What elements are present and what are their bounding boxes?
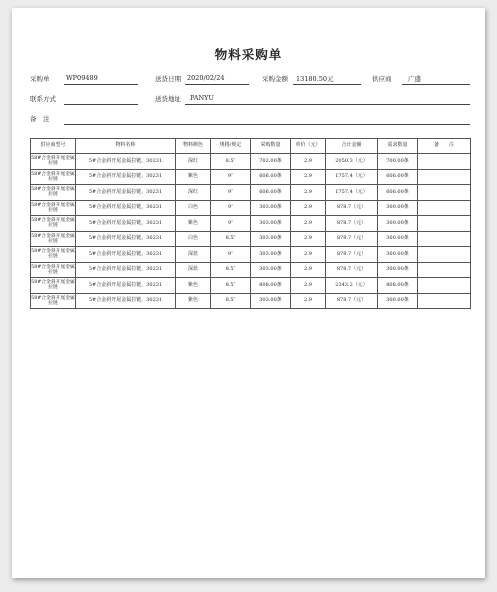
table-row [31,216,471,232]
cell-unit-price: 2.9 [291,247,326,263]
cell-unit-price: 2.9 [291,154,326,170]
cell-note [418,278,471,294]
cell-color: 紫色 [176,169,211,185]
cell-spec: 8.5″ [211,262,251,278]
order-no-value: WP09489 [66,74,98,82]
supplier-label: 供应商 [372,75,392,83]
cell-material-name: 5#合金斜开尾金属拉链，30231 [76,154,176,170]
cell-supplier-model: 58#合金斜开尾金属拉链 [31,185,76,201]
cell-supplier-model: 58#合金斜开尾金属拉链 [31,169,76,185]
cell-spec: 9″ [211,216,251,232]
amount-value: 13180.50元 [296,75,334,83]
col-header-supplier-model: 供应商型号 [31,139,76,154]
table-row [31,293,471,309]
cell-quantity: 303.00条 [251,231,291,247]
cell-quantity: 303.00条 [251,247,291,263]
address-underline [185,104,470,105]
table-header-row [31,139,471,154]
cell-total: 2050.3（元） [326,154,378,170]
cell-required-qty: 808.00条 [378,278,418,294]
cell-unit-price: 2.9 [291,262,326,278]
col-header-unit-price: 单价（元） [291,139,326,154]
cell-unit-price: 2.9 [291,293,326,309]
cell-material-name: 5#合金斜开尾金属拉链，30231 [76,231,176,247]
cell-note [418,216,471,232]
cell-color: 紫色 [176,278,211,294]
remark-underline [64,124,470,125]
cell-note [418,169,471,185]
cell-supplier-model: 58#合金斜开尾金属拉链 [31,216,76,232]
table-row [31,247,471,263]
items-table [30,138,471,309]
cell-spec: 8.5″ [211,154,251,170]
cell-quantity: 303.00条 [251,293,291,309]
cell-color: 深红 [176,154,211,170]
cell-note [418,185,471,201]
amount-label: 采购金额 [262,75,288,83]
cell-unit-price: 2.9 [291,200,326,216]
col-header-required-qty: 需求数量 [378,139,418,154]
document-page [12,8,485,578]
page-title: 物料采购单 [214,47,283,62]
col-header-material-name: 物料名称 [76,139,176,154]
amount-underline [293,84,361,85]
cell-material-name: 5#合金斜开尾金属拉链，30231 [76,200,176,216]
cell-quantity: 303.00条 [251,262,291,278]
cell-quantity: 808.00条 [251,278,291,294]
cell-required-qty: 700.00条 [378,154,418,170]
cell-note [418,231,471,247]
cell-spec: 8.5″ [211,231,251,247]
cell-required-qty: 606.00条 [378,169,418,185]
table-row [31,200,471,216]
cell-total: 878.7（元） [326,247,378,263]
cell-supplier-model: 58#合金斜开尾金属拉链 [31,278,76,294]
col-header-total: 合计金额 [326,139,378,154]
cell-supplier-model: 58#合金斜开尾金属拉链 [31,247,76,263]
cell-material-name: 5#合金斜开尾金属拉链，30231 [76,262,176,278]
cell-material-name: 5#合金斜开尾金属拉链，30231 [76,278,176,294]
cell-color: 白色 [176,231,211,247]
cell-quantity: 303.00条 [251,216,291,232]
col-header-spec: 规格/规定 [211,139,251,154]
cell-quantity: 606.00条 [251,169,291,185]
order-no-underline [64,84,138,85]
table-row [31,169,471,185]
address-value: PANYU [190,94,214,102]
cell-spec: 8.5″ [211,293,251,309]
contact-underline [64,104,138,105]
cell-total: 878.7（元） [326,216,378,232]
cell-required-qty: 300.00条 [378,231,418,247]
header-row-order [30,72,470,86]
cell-total: 878.7（元） [326,262,378,278]
cell-supplier-model: 58#合金斜开尾金属拉链 [31,154,76,170]
cell-required-qty: 300.00条 [378,293,418,309]
ship-date-label: 送货日期 [155,75,181,83]
cell-unit-price: 2.9 [291,231,326,247]
cell-spec: 9″ [211,200,251,216]
cell-required-qty: 300.00条 [378,247,418,263]
cell-spec: 9″ [211,185,251,201]
order-no-label: 采购单 [30,75,50,83]
address-label: 送货地址 [155,95,181,103]
cell-spec: 8.5″ [211,278,251,294]
cell-unit-price: 2.9 [291,185,326,201]
cell-total: 878.7（元） [326,200,378,216]
cell-unit-price: 2.9 [291,278,326,294]
cell-total: 1757.4（元） [326,185,378,201]
cell-material-name: 5#合金斜开尾金属拉链，30231 [76,185,176,201]
cell-color: 深红 [176,185,211,201]
cell-note [418,262,471,278]
cell-material-name: 5#合金斜开尾金属拉链，30231 [76,293,176,309]
cell-total: 2343.2（元） [326,278,378,294]
table-row [31,154,471,170]
cell-required-qty: 300.00条 [378,216,418,232]
cell-spec: 9″ [211,169,251,185]
cell-quantity: 702.00条 [251,154,291,170]
col-header-quantity: 采购数量 [251,139,291,154]
cell-color: 深蓝 [176,247,211,263]
cell-material-name: 5#合金斜开尾金属拉链，30231 [76,247,176,263]
cell-total: 878.7（元） [326,231,378,247]
col-header-color: 物料颜色 [176,139,211,154]
cell-unit-price: 2.9 [291,216,326,232]
ship-date-underline [185,84,249,85]
cell-spec: 9″ [211,247,251,263]
cell-note [418,247,471,263]
cell-quantity: 606.00条 [251,185,291,201]
cell-required-qty: 300.00条 [378,262,418,278]
cell-supplier-model: 58#合金斜开尾金属拉链 [31,200,76,216]
ship-date-value: 2020/02/24 [187,74,225,82]
header-row-contact [30,92,470,106]
header-row-remark [30,112,470,126]
cell-total: 878.7（元） [326,293,378,309]
cell-quantity: 303.00条 [251,200,291,216]
supplier-value: 广盛 [408,75,421,83]
cell-note [418,200,471,216]
table-row [31,262,471,278]
cell-note [418,293,471,309]
cell-total: 1757.4（元） [326,169,378,185]
cell-unit-price: 2.9 [291,169,326,185]
remark-label: 备 注 [30,115,50,123]
cell-required-qty: 606.00条 [378,185,418,201]
supplier-underline [402,84,470,85]
cell-color: 紫色 [176,216,211,232]
cell-required-qty: 300.00条 [378,200,418,216]
cell-color: 深蓝 [176,262,211,278]
col-header-note: 备 注 [418,139,471,154]
table-row [31,278,471,294]
cell-note [418,154,471,170]
cell-supplier-model: 58#合金斜开尾金属拉链 [31,262,76,278]
cell-color: 紫色 [176,293,211,309]
cell-material-name: 5#合金斜开尾金属拉链，30231 [76,216,176,232]
cell-supplier-model: 58#合金斜开尾金属拉链 [31,231,76,247]
cell-supplier-model: 58#合金斜开尾金属拉链 [31,293,76,309]
cell-color: 白色 [176,200,211,216]
cell-material-name: 5#合金斜开尾金属拉链，30231 [76,169,176,185]
table-row [31,185,471,201]
contact-label: 联系方式 [30,95,56,103]
table-row [31,231,471,247]
